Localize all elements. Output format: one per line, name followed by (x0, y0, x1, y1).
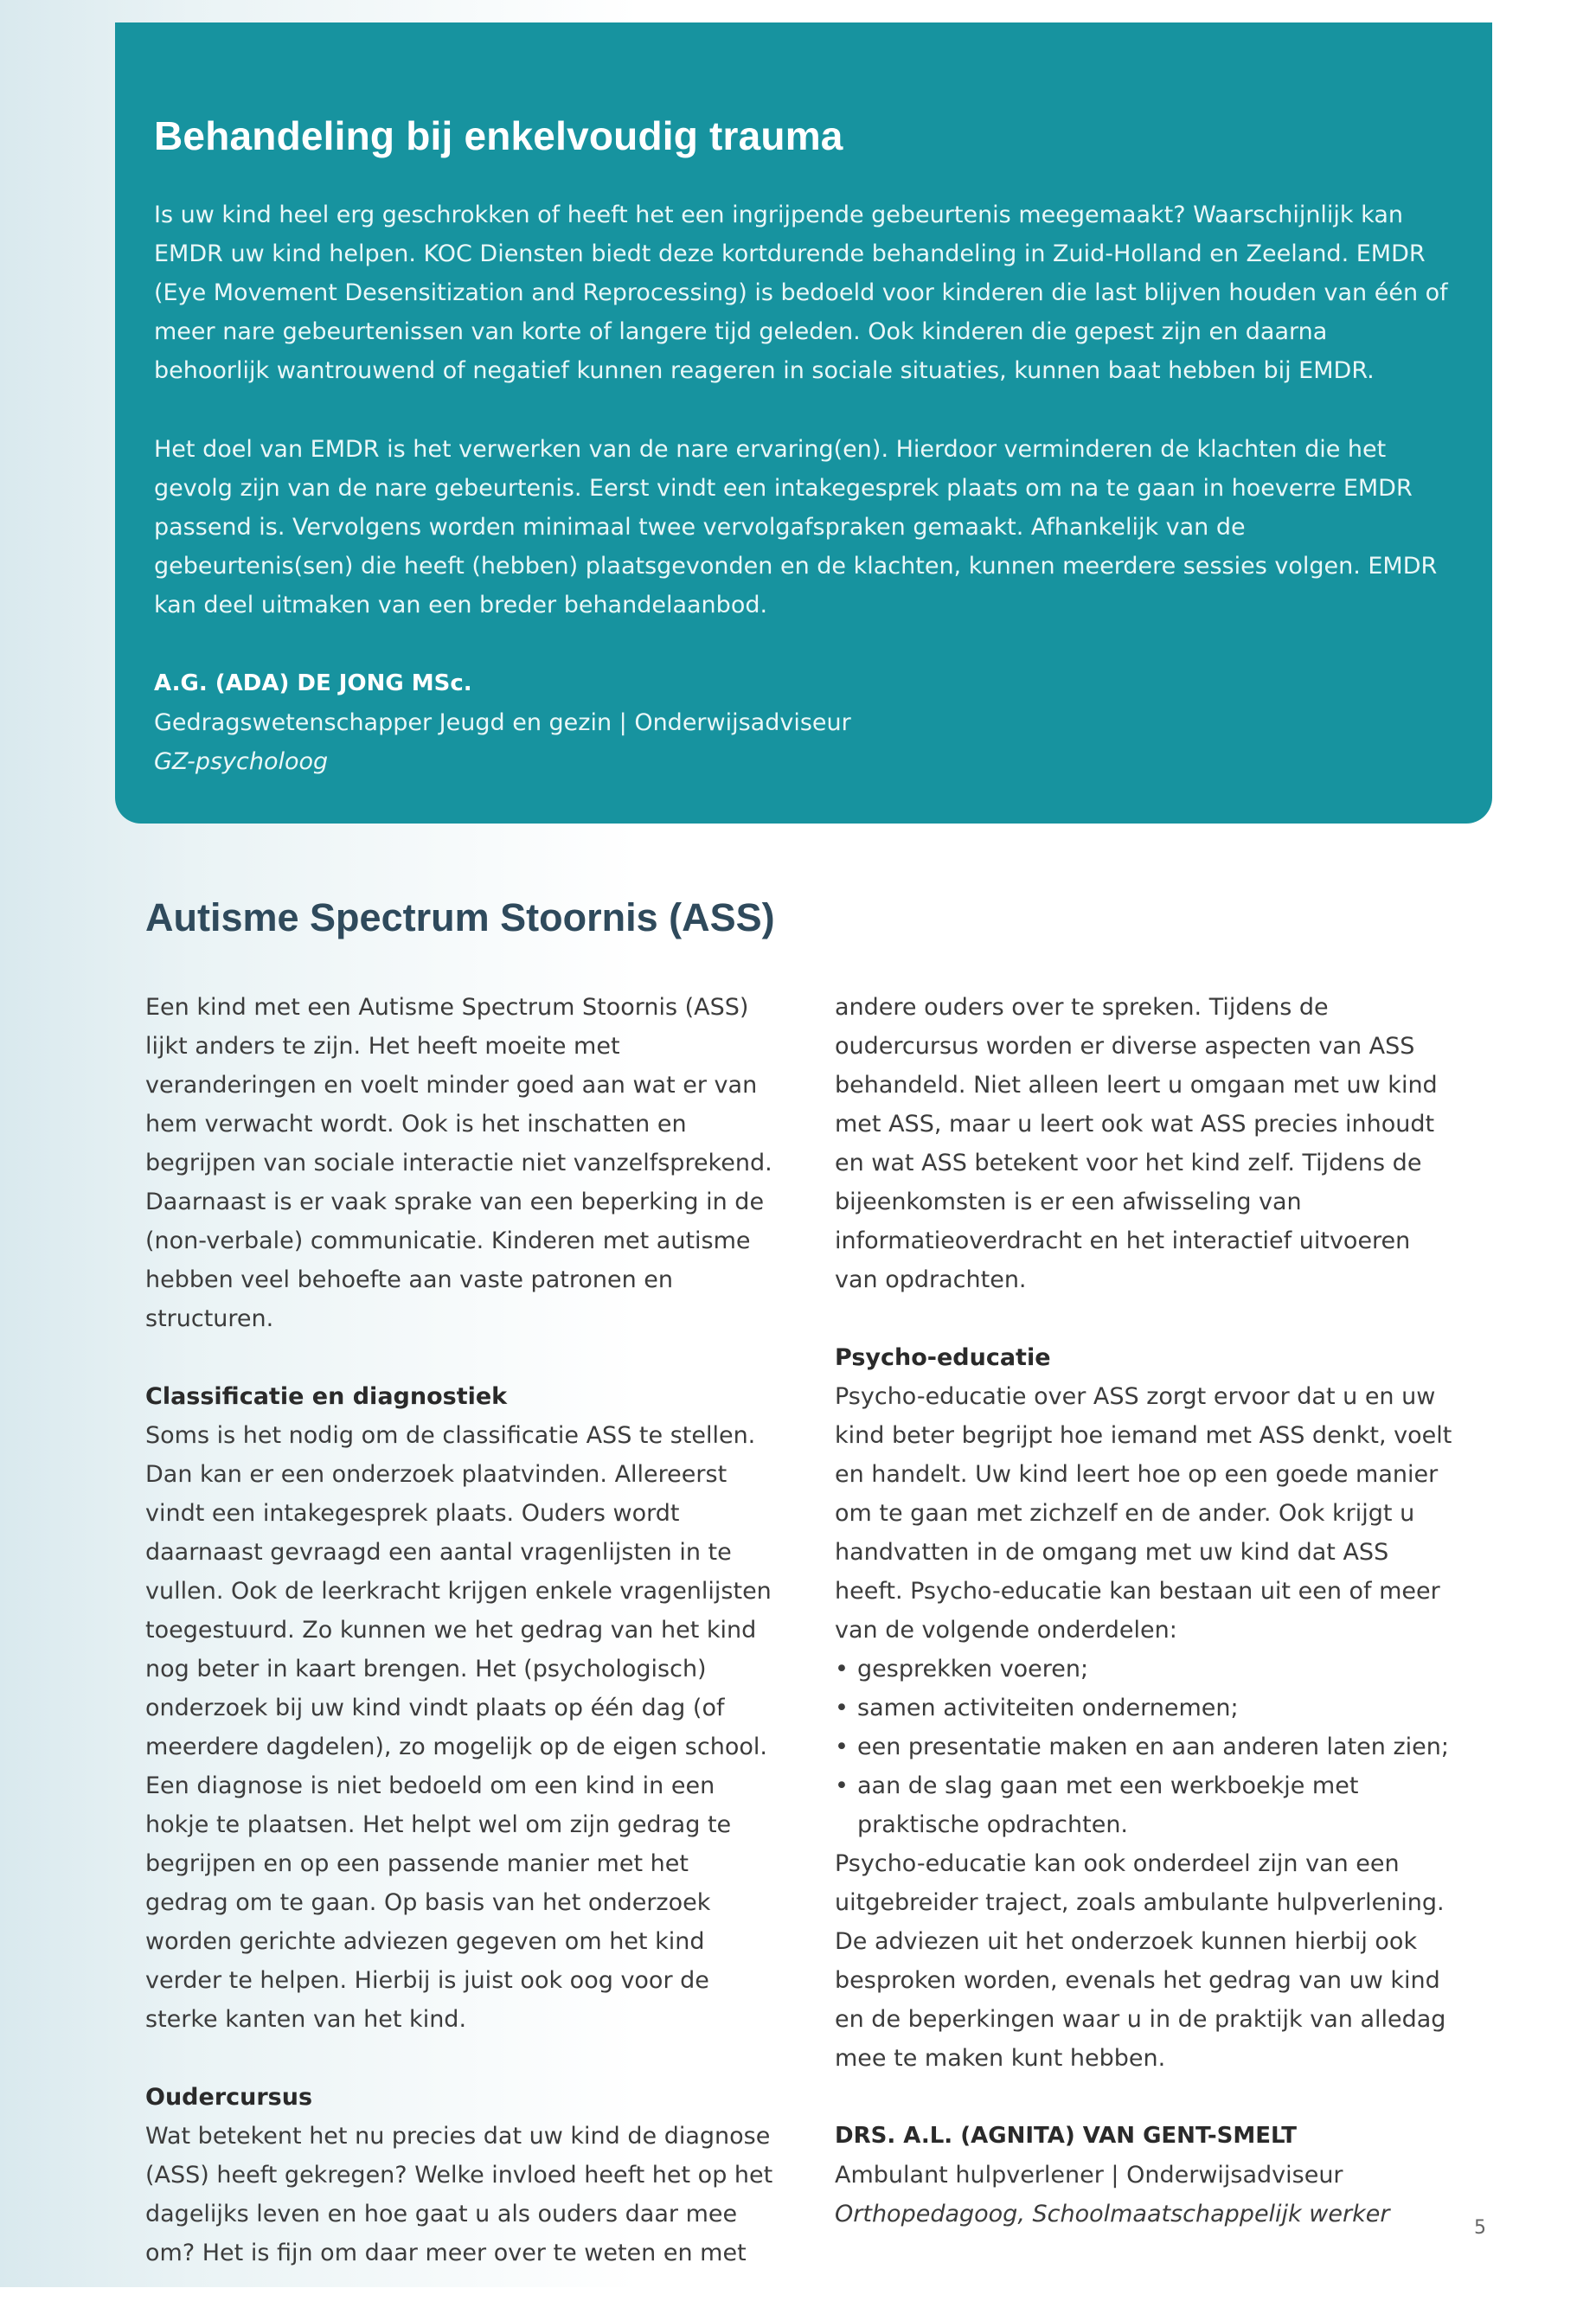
page-number: 5 (1474, 2217, 1486, 2239)
ass-author-title: Orthopedagoog, Schoolmaatschappelijk werker (835, 2201, 1390, 2227)
ass-author-role: Ambulant hulpverlener | Onderwijsadviseur (835, 2162, 1343, 2189)
ass-intro-paragraph: Een kind met een Autisme Spectrum Stoornis (ASS) lijkt anders te zijn. Het heeft moeite met veranderingen en voelt minder goed aan wat er van hem verwacht wordt. Ook is het inschatten en begrijpen van sociale interactie niet vanzelfsprekend. Daarnaast is er vaak sprake van een beperking in de (non-verbale) communicatie. Kinderen met autisme hebben veel behoefte aan vaste patronen en structuren. (145, 994, 772, 1332)
teal-box-title: Behandeling bij enkelvoudig trauma (154, 113, 843, 158)
teal-author-name: A.G. (ADA) DE JONG MSc. (154, 670, 472, 696)
psycho-educatie-paragraph-1: Psycho-educatie over ASS zorgt ervoor dat u en uw kind beter begrijpt hoe iemand met ASS denkt, voelt en handelt. Uw kind leert hoe op een goede manier om te gaan met zichzelf en de ander. Ook krijgt u handvatten in de omgang met uw kind dat ASS heeft. Psycho-educatie kan bestaan uit een of meer van de volgende onderdelen: (835, 1383, 1452, 1644)
teal-info-box (115, 22, 1492, 824)
oudercursus-heading: Oudercursus (145, 2084, 313, 2111)
page-bottom-edge (0, 2287, 1596, 2301)
ass-section-title: Autisme Spectrum Stoornis (ASS) (145, 895, 775, 939)
classificatie-paragraph-1: Soms is het nodig om de classificatie ASS te stellen. Dan kan er een onderzoek plaatvinden. Allereerst vindt een intakegesprek plaats. Ouders wordt daarnaast gevraagd een aantal vragenlijsten in te vullen. Ook de leerkracht krijgen enkele vragenlijsten toegestuurd. Zo kunnen we het gedrag van het kind nog beter in kaart brengen. Het (psychologisch) onderzoek bij uw kind vindt plaats op één dag (of meerdere dagdelen), zo mogelijk op de eigen school. (145, 1422, 772, 1760)
ass-author-name: DRS. A.L. (AGNITA) VAN GENT-SMELT (835, 2123, 1298, 2149)
psycho-educatie-heading: Psycho-educatie (835, 1344, 1051, 1371)
oudercursus-paragraph-1: Wat betekent het nu precies dat uw kind de diagnose (ASS) heeft gekregen? Welke invloed heeft het op het dagelijks leven en hoe gaat u als ouders daar mee om? Het is fijn om daar meer over te weten en met (145, 2123, 773, 2266)
psycho-educatie-paragraph-2: Psycho-educatie kan ook onderdeel zijn van een uitgebreider traject, zoals ambulante hulpverlening. De adviezen uit het onderzoek kunnen hierbij ook besproken worden, evenals het gedrag van uw kind en de beperkingen waar u in de praktijk van alledag mee te maken kunt hebben. (835, 1850, 1446, 2072)
ass-left-column (145, 988, 777, 2272)
list-item: • een presentatie maken en aan anderen laten zien; (835, 1727, 1458, 1766)
teal-paragraph-2: Het doel van EMDR is het verwerken van de nare ervaring(en). Hierdoor verminderen de klachten die het gevolg zijn van de nare gebeurtenis. Eerst vindt een intakegesprek plaats om na te gaan in hoeverre EMDR passend is. Vervolgens worden minimaal twee vervolgafspraken gemaakt. Afhankelijk van de gebeurtenis(sen) die heeft (hebben) plaatsgevonden en de klachten, kunnen meerdere sessies volgen. EMDR kan deel uitmaken van een breder behandelaanbod. (154, 436, 1438, 619)
classificatie-paragraph-2: Een diagnose is niet bedoeld om een kind in een hokje te plaatsen. Het helpt wel om zijn gedrag te begrijpen en op een passende manier met het gedrag om te gaan. Op basis van het onderzoek worden gerichte adviezen gegeven om het kind verder te helpen. Hierbij is juist ook oog voor de sterke kanten van het kind. (145, 1772, 732, 2033)
teal-author-title: GZ-psycholoog (154, 748, 329, 775)
teal-paragraph-1: Is uw kind heel erg geschrokken of heeft het een ingrijpende gebeurtenis meegemaakt? Waarschijnlijk kan EMDR uw kind helpen. KOC Diensten biedt deze kortdurende behandeling in Zuid-Holland en Zeeland. EMDR (Eye Movement Desensitization and Reprocessing) is bedoeld voor kinderen die last blijven houden van één of meer nare gebeurtenissen van korte of langere tijd geleden. Ook kinderen die gepest zijn en daarna behoorlijk wantrouwend of negatief kunnen reageren in sociale situaties, kunnen baat hebben bij EMDR. (154, 202, 1448, 384)
list-item: • gesprekken voeren; (835, 1650, 1458, 1689)
ass-right-column (835, 988, 1458, 2234)
teal-author-role: Gedragswetenschapper Jeugd en gezin | Onderwijsadviseur (154, 709, 851, 736)
psycho-educatie-list (835, 1650, 1458, 1844)
classificatie-heading: Classificatie en diagnostiek (145, 1383, 508, 1410)
oudercursus-paragraph-2: andere ouders over te spreken. Tijdens de oudercursus worden er diverse aspecten van ASS behandeld. Niet alleen leert u omgaan met uw kind met ASS, maar u leert ook wat ASS precies inhoudt en wat ASS betekent voor het kind zelf. Tijdens de bijeenkomsten is er een afwisseling van informatieoverdracht en het interactief uitvoeren van opdrachten. (835, 994, 1438, 1293)
list-item: • samen activiteiten ondernemen; (835, 1689, 1458, 1727)
list-item: • aan de slag gaan met een werkboekje met praktische opdrachten. (835, 1766, 1458, 1844)
